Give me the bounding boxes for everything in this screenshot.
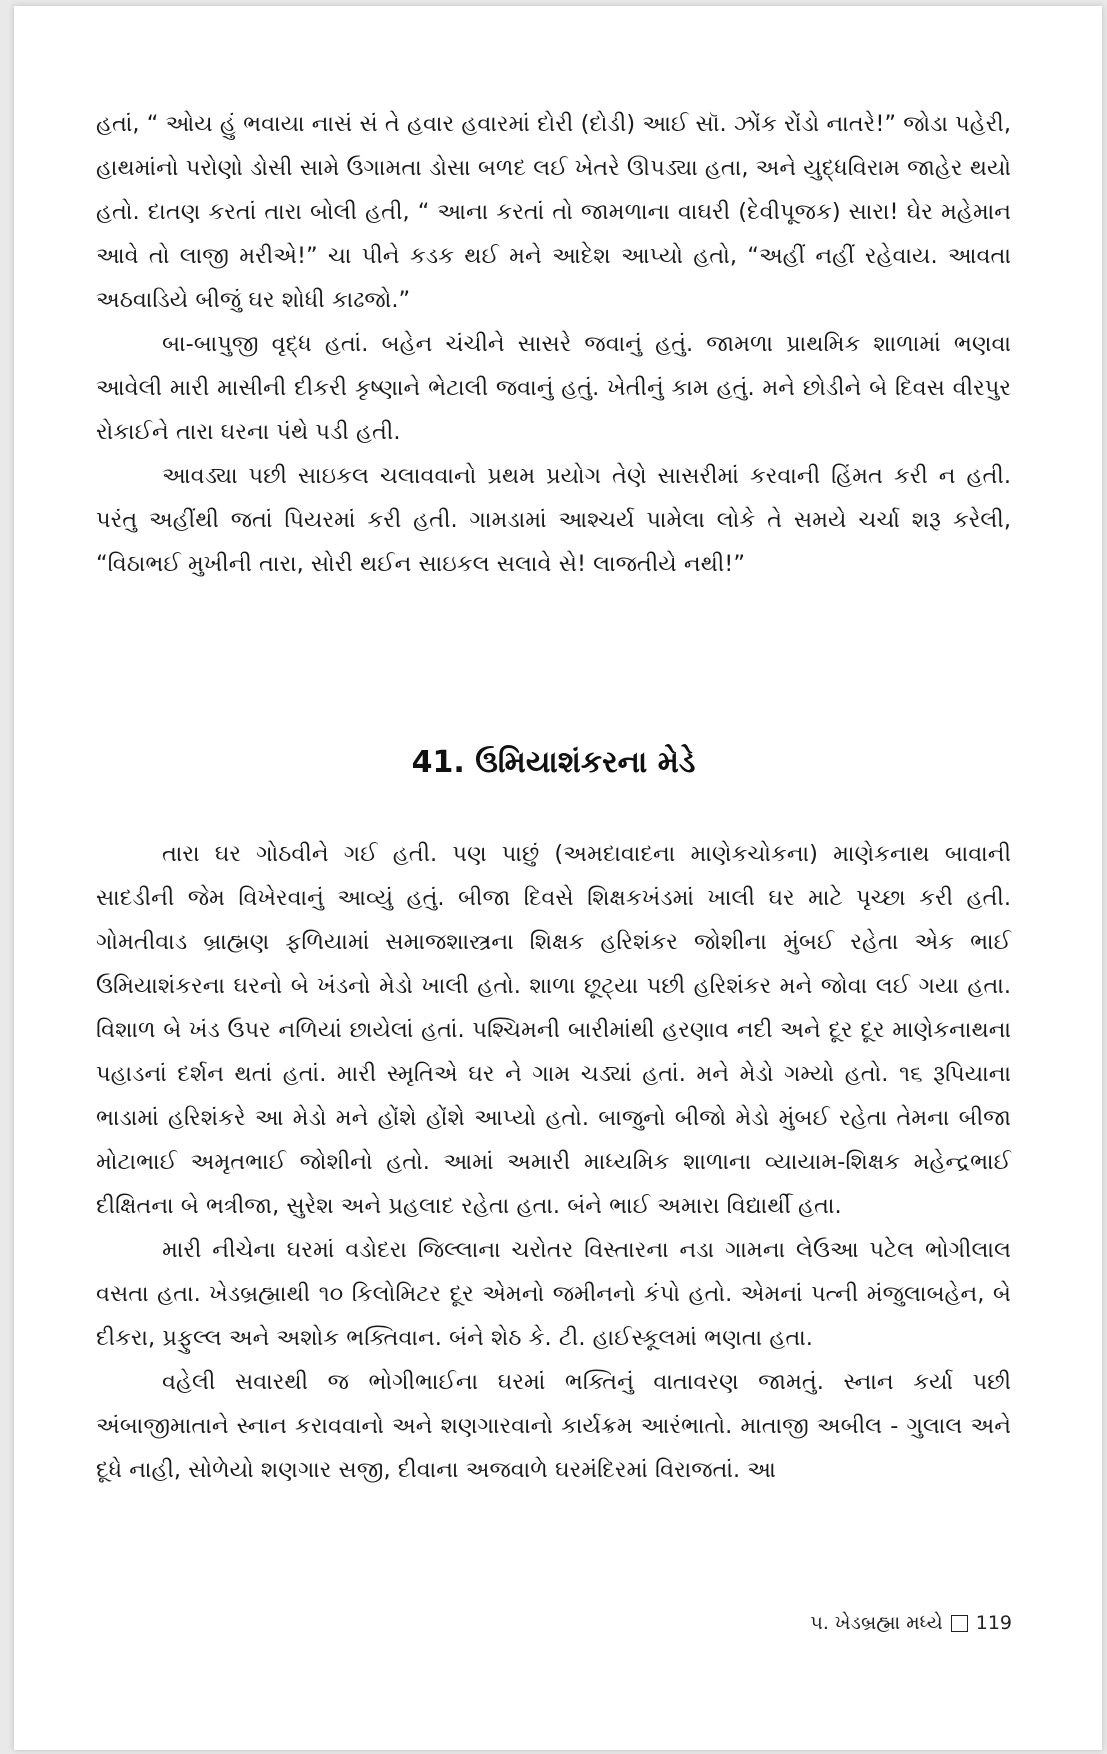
page-number: 119 bbox=[975, 1612, 1012, 1634]
top-text-section bbox=[96, 102, 1011, 586]
chapter-heading: 41. ઉમિયાશંકરના મેડે bbox=[411, 745, 696, 780]
paragraph: બા-બાપુજી વૃદ્ધ હતાં. બહેન ચંચીને સાસરે જવાનું હતું. જામળા પ્રાથમિક શાળામાં ભણવા આવેલી મારી માસીની દીકરી કૃષ્ણાને ભેટાલી જવાનું હતું. ખેતીનું કામ હતું. મને છોડીને બે દિવસ વીરપુર રોકાઈને તારા ઘરના પંથે પડી હતી. bbox=[96, 331, 1011, 445]
paragraph: વહેલી સવારથી જ ભોગીભાઈના ઘરમાં ભક્તિનું વાતાવરણ જામતું. સ્નાન કર્યા પછી અંબાજીમાતાને સ્નાન કરાવવાનો અને શણગારવાનો કાર્યક્રમ આરંભાતો. માતાજી અબીલ - ગુલાલ અને દૂધે નાહી, સોળેયો શણગાર સજી, દીવાના અજવાળે ઘરમંદિરમાં વિરાજતાં. આ bbox=[96, 1369, 1011, 1483]
paragraph-continued: હતાં, “ ઓય હું ભવાયા નાસં સં તે હવાર હવારમાં દોરી (દોડી) આઈ સૉ. ઝોંક રોંડો નાતરે!” જોડા પહેરી, હાથમાંનો પરોણો ડોસી સામે ઉગામતા ડોસા બળદ લઈ ખેતરે ઊપડ્યા હતા, અને યુદ્ધવિરામ જાહેર થયો હતો. દાતણ કરતાં તારા બોલી હતી, “ આના કરતાં તો જામળાના વાઘરી (દેવીપૂજક) સારા! ઘેર મહેમાન આવે તો લાજી મરીએ!” ચા પીને કડક થઈ મને આદેશ આપ્યો હતો, “અહીં નહીં રહેવાય. આવતા અઠવાડિયે બીજું ઘર શોધી કાઢજો.” bbox=[96, 111, 1011, 313]
paragraph: મારી નીચેના ઘરમાં વડોદરા જિલ્લાના ચરોતર વિસ્તારના નડા ગામના લેઉઆ પટેલ ભોગીલાલ વસતા હતા. ખેડબ્રહ્માથી ૧૦ કિલોમિટર દૂર એમનો જમીનનો કંપો હતો. એમનાં પત્ની મંજુલાબહેન, બે દીકરા, પ્રફુલ્લ અને અશોક ભક્તિવાન. બંને શેઠ કે. ટી. હાઈસ્કૂલમાં ભણતા હતા. bbox=[96, 1237, 1011, 1351]
paragraph: તારા ઘર ગોઠવીને ગઈ હતી. પણ પાછું (અમદાવાદના માણેકચોકના) માણેકનાથ બાવાની સાદડીની જેમ વિખેરવાનું આવ્યું હતું. બીજા દિવસે શિક્ષકખંડમાં ખાલી ઘર માટે પૃચ્છા કરી હતી. ગોમતીવાડ બ્રાહ્મણ ફળિયામાં સમાજશાસ્ત્રના શિક્ષક હરિશંકર જોશીના મુંબઈ રહેતા એક ભાઈ ઉમિયાશંકરના ઘરનો બે ખંડનો મેડો ખાલી હતો. શાળા છૂટ્યા પછી હરિશંકર મને જોવા લઈ ગયા હતા. વિશાળ બે ખંડ ઉપર નળિયાં છાયેલાં હતાં. પશ્ચિમની બારીમાંથી હરણાવ નદી અને દૂર દૂર માણેકનાથના પહાડનાં દર્શન થતાં હતાં. મારી સ્મૃતિએ ઘર ને ગામ ચડ્યાં હતાં. મને મેડો ગમ્યો હતો. ૧૬ રૂપિયાના ભાડામાં હરિશંકરે આ મેડો મને હોંશે હોંશે આપ્યો હતો. બાજુનો બીજો મેડો મુંબઈ રહેતા તેમના બીજા મોટાભાઈ અમૃતભાઈ જોશીનો હતો. આમાં અમારી માધ્યમિક શાળાના વ્યાયામ-શિક્ષક મહેન્દ્રભાઈ દીક્ષિતના બે ભત્રીજા, સુરેશ અને પ્રહલાદ રહેતા હતા. બંને ભાઈ અમારા વિદ્યાર્થી હતા. bbox=[96, 841, 1011, 1219]
running-title: ૫. ખેડબ્રહ્મા મધ્યે bbox=[810, 1612, 943, 1634]
bottom-text-section bbox=[96, 832, 1011, 1492]
paragraph: આવડ્યા પછી સાઇકલ ચલાવવાનો પ્રથમ પ્રયોગ તેણે સાસરીમાં કરવાની હિંમત કરી ન હતી. પરંતુ અહીંથી જતાં પિયરમાં કરી હતી. ગામડામાં આશ્ચર્ય પામેલા લોકે તે સમયે ચર્ચા શરૂ કરેલી, “વિઠાભઈ મુખીની તારા, સોરી થઈન સાઇકલ સલાવે સે! લાજતીયે નથી!” bbox=[96, 463, 1011, 577]
page-footer bbox=[810, 1612, 1012, 1634]
square-box-icon bbox=[951, 1615, 968, 1632]
book-page bbox=[14, 6, 1102, 1750]
